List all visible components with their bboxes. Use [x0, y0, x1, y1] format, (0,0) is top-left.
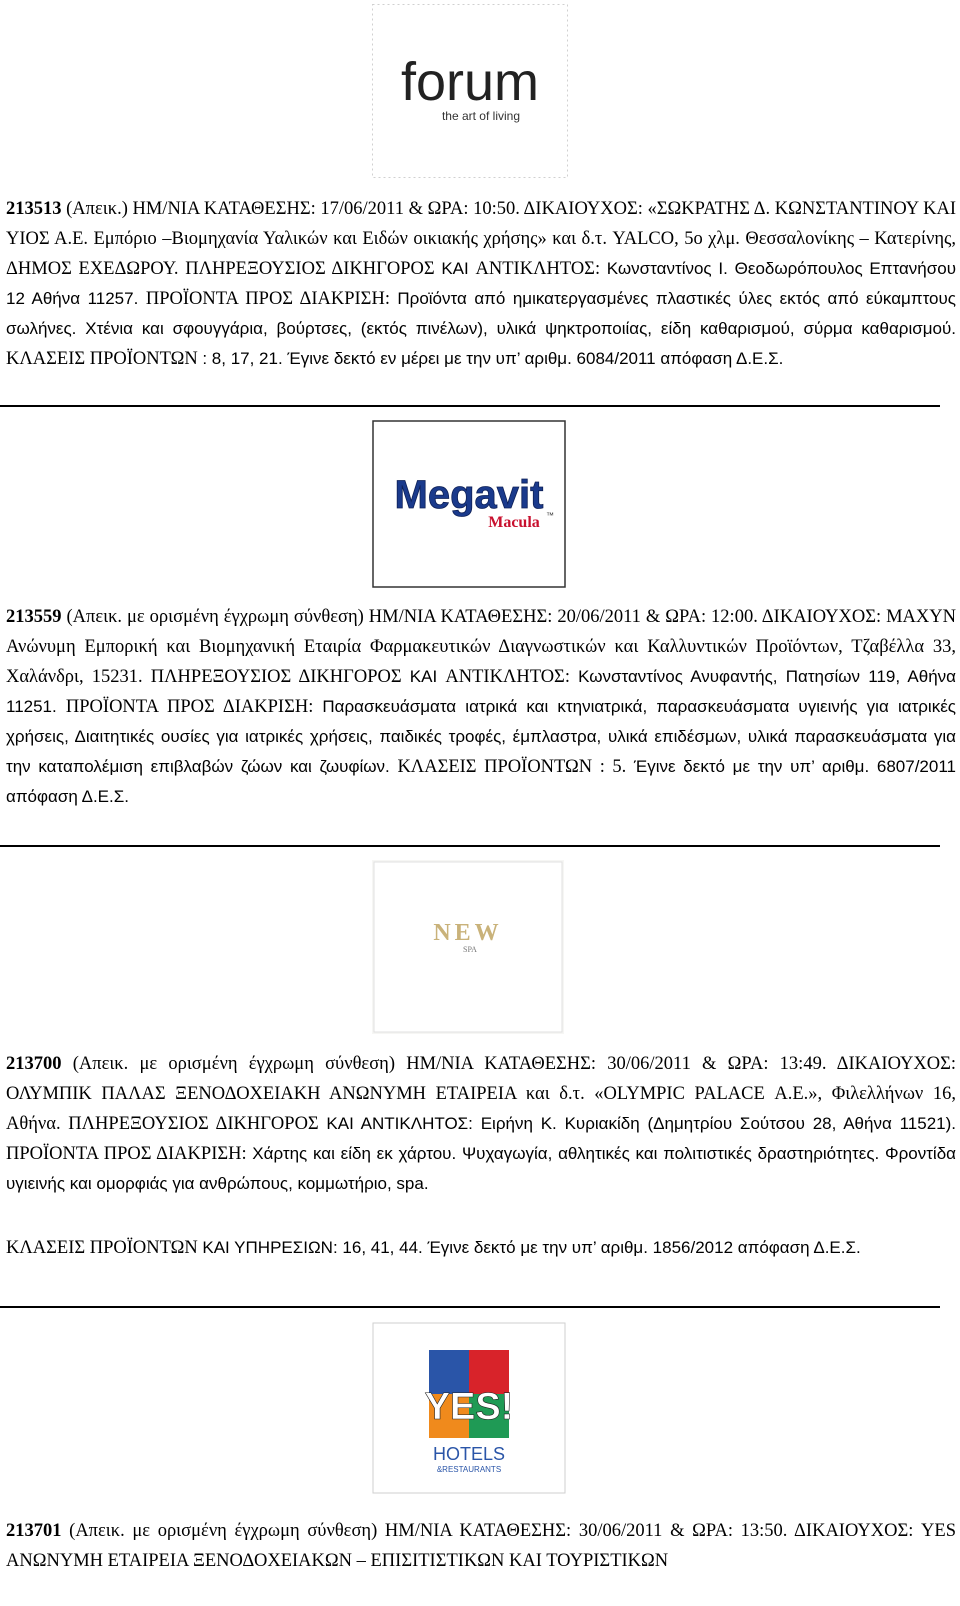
entry-text: Ειρήνη Κ. Κυριακίδη (Δημητρίου Σούτσου 28, Αθήνα 11521). — [480, 1114, 956, 1133]
forum-wordmark: forum — [400, 52, 540, 112]
yes-hotels-logo-graphic — [372, 1322, 566, 1494]
trademark-entry — [6, 602, 956, 812]
logo-yes-hotels — [372, 1322, 566, 1494]
entry-text: Έγινε δεκτό με την υπ’ αριθμ. 6807/2011 απόφαση Δ.Ε.Σ. — [6, 757, 956, 806]
trademark-number: 213559 — [6, 607, 62, 627]
new-spa-logo-graphic — [372, 860, 564, 1034]
entry-text: ΚΑΙ — [441, 259, 476, 278]
trademark-number: 213701 — [6, 1521, 62, 1541]
yes-wordmark: YES! — [424, 1386, 514, 1428]
entry-text: (Απεικ. με ορισμένη έγχρωμη σύνθεση) ΗΜ/ΝΙΑ ΚΑΤΑΘΕΣΗΣ: 30/06/2011 & ΩΡΑ: 13:50. ΔΙΚΑΙΟΥΧΟΣ: YES ΑΝΩΝΥΜΗ ΕΤΑΙΡΕΙΑ ΞΕΝΟΔΟΧΕΙΑΚΩΝ – ΕΠΙΣΙΤΙΣΤΙΚΩΝ ΚΑΙ ΤΟΥΡΙΣΤΙΚΩΝ — [6, 1521, 956, 1571]
logo-new-spa — [372, 860, 564, 1034]
entry-text: ΚΛΑΣΕΙΣ ΠΡΟΪΟΝΤΩΝ — [6, 349, 203, 369]
megavit-logo-graphic — [372, 420, 566, 588]
divider — [0, 845, 940, 847]
trademark-number: 213513 — [6, 199, 62, 219]
divider — [0, 405, 940, 407]
entry-text: ΚΛΑΣΕΙΣ ΠΡΟΪΟΝΤΩΝ : 5. — [397, 757, 634, 777]
logo-megavit — [372, 420, 566, 588]
entry-text: Κωνσταντίνος Ι. Θεοδωρόπουλος Επτανήσου 12 Αθήνα 11257. — [6, 259, 957, 308]
spa-tagline: SPA — [463, 945, 477, 954]
entry-text: ΑΝΤΙΚΛΗΤΟΣ: — [445, 667, 579, 687]
megavit-wordmark: Megavit — [394, 473, 544, 517]
entry-text: ΑΝΤΙΚΛΗΤΟΣ: — [475, 259, 607, 279]
trademark-number: 213700 — [6, 1054, 62, 1074]
new-wordmark: NEW — [433, 920, 503, 946]
entry-text: ΚΑΙ ΥΠΗΡΕΣΙΩΝ: 16, 41, 44. Έγινε δεκτό με την υπ’ αριθμ. 1856/2012 απόφαση Δ.Ε.Σ. — [202, 1238, 861, 1257]
entry-text: Προϊόντα από ημικατεργασμένες πλαστικές ύλες εκτός από εύκαμπτους σωλήνες. Χτένια και σφουγγάρια, βούρτσες, (εκτός πινέλων), υλικά ψηκτροποιίας, είδη καθαρισμού, σύρμα καθαρισμού. — [6, 289, 956, 338]
entry-text: ΠΡΟΪΟΝΤΑ ΠΡΟΣ ΔΙΑΚΡΙΣΗ: — [145, 289, 398, 309]
yes-tagline-secondary: &RESTAURANTS — [436, 1465, 502, 1474]
megavit-tagline: Macula — [488, 514, 540, 531]
forum-logo-graphic — [372, 4, 568, 178]
entry-text: : 8, 17, 21. Έγινε δεκτό εν μέρει με την υπ’ αριθμ. 6084/2011 απόφαση Δ.Ε.Σ. — [202, 349, 784, 368]
entry-text: (Απεικ.) ΗΜ/ΝΙΑ ΚΑΤΑΘΕΣΗΣ: 17/06/2011 & ΩΡΑ: 10:50. ΔΙΚΑΙΟΥΧΟΣ: «ΣΩΚΡΑΤΗΣ Δ. ΚΩΝΣΤΑΝΤΙΝΟΥ ΚΑΙ ΥΙΟΣ Α.Ε. Εμπόριο –Βιομηχανία Υαλικών και Ειδών οικιακής χρήσης» και δ.τ. YALCO, 5ο χλμ. Θεσσαλονίκης – Κατερίνης, ΔΗΜΟΣ ΕΧΕΔΩΡΟΥ. ΠΛΗΡΕΞΟΥΣΙΟΣ ΔΙΚΗΓΟΡΟΣ — [6, 199, 956, 279]
entry-text: Χάρτης και είδη εκ χάρτου. Ψυχαγωγία, αθλητικές και πολιτιστικές δραστηριότητες. Φροντίδα υγιεινής και ομορφιάς για ανθρώπους, κομμωτήριο, spa. — [6, 1144, 956, 1193]
divider — [0, 1306, 940, 1308]
entry-text: ΠΡΟΪΟΝΤΑ ΠΡΟΣ ΔΙΑΚΡΙΣΗ: — [65, 697, 323, 717]
forum-tagline: the art of living — [441, 109, 520, 123]
entry-text: (Απεικ. με ορισμένη έγχρωμη σύνθεση) ΗΜ/ΝΙΑ ΚΑΤΑΘΕΣΗΣ: 20/06/2011 & ΩΡΑ: 12:00. ΔΙΚΑΙΟΥΧΟΣ: ΜΑΧΥΝ Ανώνυμη Εμπορική και Βιομηχανική Εταιρία Φαρμακευτικών Διαγνωστικών και Καλλυντικών Προϊόντων, Τζαβέλλα 33, Χαλάνδρι, 15231. ΠΛΗΡΕΞΟΥΣΙΟΣ ΔΙΚΗΓΟΡΟΣ — [6, 607, 956, 687]
entry-text: ΚΛΑΣΕΙΣ ΠΡΟΪΟΝΤΩΝ — [6, 1238, 203, 1258]
trademark-classes-line — [6, 1233, 956, 1263]
entry-text: ΚΑΙ ΑΝΤΙΚΛΗΤΟΣ: — [326, 1114, 481, 1133]
trademark-entry — [6, 194, 956, 374]
trademark-symbol: ™ — [546, 511, 554, 520]
yes-tagline: HOTELS — [432, 1444, 506, 1464]
logo-forum — [372, 4, 568, 178]
trademark-entry — [6, 1516, 956, 1576]
entry-text: (Απεικ. με ορισμένη έγχρωμη σύνθεση) ΗΜ/ΝΙΑ ΚΑΤΑΘΕΣΗΣ: 30/06/2011 & ΩΡΑ: 13:49. ΔΙΚΑΙΟΥΧΟΣ: ΟΛΥΜΠΙΚ ΠΑΛΑΣ ΞΕΝΟΔΟΧΕΙΑΚΗ ΑΝΩΝΥΜΗ ΕΤΑΙΡΕΙΑ και δ.τ. «OLYMPIC PALACE Α.Ε.», Φιλελλήνων 16, Αθήνα. ΠΛΗΡΕΞΟΥΣΙΟΣ ΔΙΚΗΓΟΡΟΣ — [6, 1054, 956, 1134]
entry-text: ΠΡΟΪΟΝΤΑ ΠΡΟΣ ΔΙΑΚΡΙΣΗ: — [6, 1144, 253, 1164]
trademark-entry — [6, 1049, 956, 1199]
entry-text: ΚΑΙ — [409, 667, 446, 686]
entry-text: Παρασκευάσματα ιατρικά και κτηνιατρικά, παρασκευάσματα υγιεινής για ιατρικές χρήσεις, Διαιτητικές ουσίες για ιατρικές χρήσεις, παιδικές τροφές, έμπλαστρα, υλικά επιδέσμων, υλικά παρασκευάσματα για την καταπολέμιση επιβλαβών ζώων και ζωυφίων. — [6, 697, 956, 776]
entry-text: Κωνσταντίνος Ανυφαντής, Πατησίων 119, Αθήνα 11251. — [6, 667, 956, 716]
